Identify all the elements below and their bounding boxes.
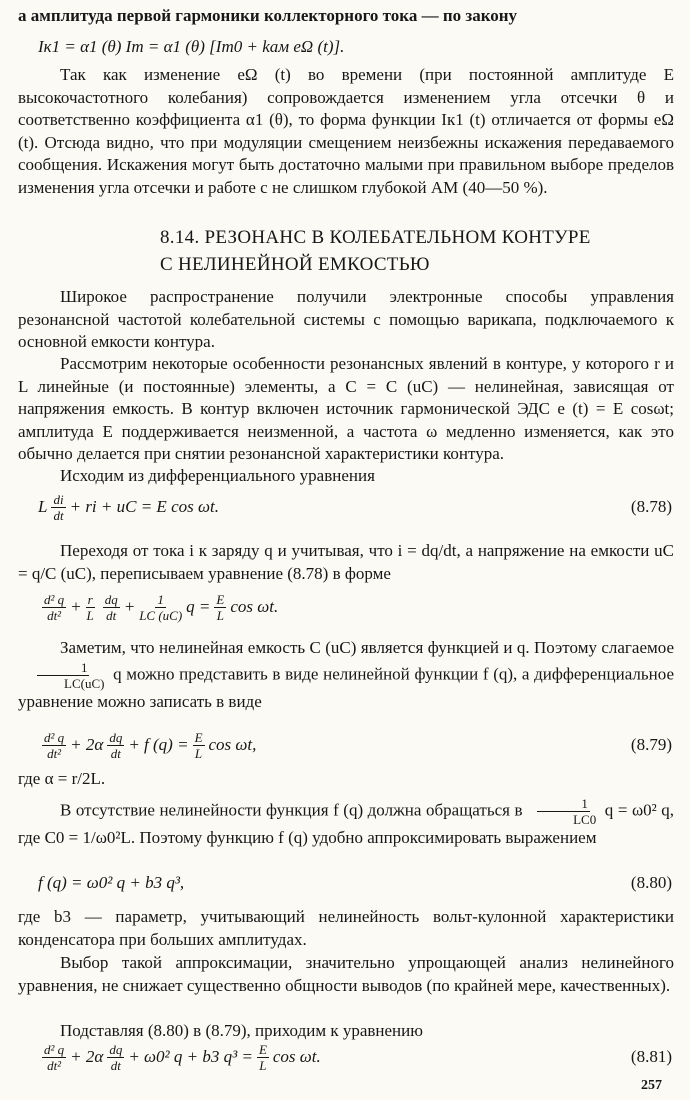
equation-8-79 — [18, 728, 674, 762]
fraction-E-L: $\frac{E}{L}$ — [216, 591, 225, 623]
paragraph-choice: Выбор такой аппроксимации, значительно упрощающей анализ нелинейного уравнения, не снижает существенно общности выводов (по крайней мере, качественных). — [18, 953, 674, 995]
intro-line: а амплитуда первой гармоники коллекторного тока — по закону — [18, 6, 518, 25]
paragraph-start: Исходим из дифференциального уравнения — [60, 466, 375, 485]
fraction-di-dt: $\frac{di}{dt}$ — [53, 491, 64, 523]
equation-collector-current-expr: Iк1 = α1 (θ) Im = α1 (θ) [Im0 + kам eΩ (t)]. — [38, 37, 345, 56]
section-heading — [160, 224, 660, 278]
equation-number: (8.79) — [630, 735, 672, 754]
paragraph-charge: Переходя от тока i к заряду q и учитывая, что i = dq/dt, а напряжение на емкости uC = q/C (uC), переписываем уравнение (8.78) в форме — [18, 541, 674, 583]
fraction-dq-dt: $\frac{dq}{dt}$ — [104, 591, 118, 623]
paragraph-wide-use: Широкое распространение получили электронные способы управления резонансной частотой колебательной системы с помощью варикапа, подключаемого к основной емкости контура. — [18, 287, 674, 351]
equation-8-81 — [18, 1040, 674, 1074]
fraction-r-L: $\frac{r}{L}$ — [86, 591, 94, 623]
paragraph-substitution: Подставляя (8.80) в (8.79), приходим к уравнению — [60, 1021, 423, 1040]
paragraph-consider: Рассмотрим некоторые особенности резонансных явлений в контуре, у которого r и L линейные (и постоянные) элементы, а C = C (uC) — нелинейная, зависящая от напряжения емкость. В контур включен источник гармонической ЭДС e (t) = E cosωt; амплитуда E поддерживается неизменной, а частота ω медленно изменяется, как это обычно делается при снятии резонансной характеристики контура. — [18, 354, 674, 463]
equation-8-80-expr: f (q) = ω0² q + b3 q³, — [38, 873, 185, 892]
paragraph-modulation: Так как изменение eΩ (t) во времени (при постоянной амплитуде E высокочастотного колебания) сопровождается изменением угла отсечки θ и соответственно коэффициента α1 (θ), то форма функции Iк1 (t) отличается от формы eΩ (t). Отсюда видно, что при модуляции смещением неизбежны искажения передаваемого сообщения. Искажения могут быть достаточно малыми при правильном выборе пределов изменения угла отсечки и работе с не слишком глубокой АМ (40—50 %). — [18, 65, 674, 197]
paragraph-note: Заметим, что нелинейная емкость C (uC) является функцией и q. Поэтому слагаемое $\frac{1}{LC(uC)}$ q можно представить в виде нелинейной функции f (q), а дифференциальное уравнение можно записать в виде — [18, 638, 674, 711]
equation-charge-form — [18, 590, 674, 624]
equation-number: (8.78) — [630, 497, 672, 516]
fraction-1-LCuC: $\frac{1}{LC(uC)}$ — [22, 660, 104, 691]
equation-8-78 — [18, 490, 674, 524]
fraction-d2q-dt2: $\frac{\text{d² q}}{\text{dt²}}$ — [44, 591, 65, 623]
equation-number: (8.80) — [630, 873, 672, 892]
paragraph-absence: В отсутствие нелинейности функция f (q) должна обращаться в $\frac{1}{LC0}$ q = ω0² q, где C0 = 1/ω0²L. Поэтому функцию f (q) удобно аппроксимировать выражением — [18, 796, 675, 847]
equation-8-78-expr: L $\frac{di}{dt}$ + ri + uC = E cos ωt. — [38, 491, 219, 523]
paragraph-b3: где b3 — параметр, учитывающий нелинейность вольт-кулонной характеристики конденсатора при больших амплитудах. — [18, 907, 674, 949]
where-alpha: где α = r/2L. — [18, 769, 106, 788]
page-number: 257 — [641, 1078, 662, 1093]
equation-charge-form-expr: $\frac{\text{d² q}}{\text{dt²}}$ + $\frac{r}{L}$ $\frac{dq}{dt}$ + $\frac{1}{LC (uC)}$ q = $\frac{E}{L}$ cos ωt. — [44, 591, 279, 623]
equation-8-81-expr: $\frac{\text{d² q}}{\text{dt²}}$ + 2α $\frac{dq}{dt}$ + ω0² q + b3 q³ = $\frac{E}{L}$ cos ωt. — [44, 1041, 321, 1073]
equation-number: (8.81) — [630, 1047, 672, 1066]
equation-8-79-expr: $\frac{\text{d² q}}{\text{dt²}}$ + 2α $\frac{dq}{dt}$ + f (q) = $\frac{E}{L}$ cos ωt, — [44, 729, 257, 761]
section-heading-line1: 8.14. РЕЗОНАНС В КОЛЕБАТЕЛЬНОМ КОНТУРЕ — [160, 227, 591, 248]
equation-collector-current — [18, 30, 674, 64]
equation-8-80 — [18, 866, 674, 900]
book-page — [18, 0, 674, 1100]
fraction-1-LC: $\frac{1}{LC (uC)}$ — [139, 591, 183, 623]
fraction-1-LC0: $\frac{1}{LC0}$ — [531, 796, 596, 827]
section-heading-line2: С НЕЛИНЕЙНОЙ ЕМКОСТЬЮ — [160, 254, 430, 275]
